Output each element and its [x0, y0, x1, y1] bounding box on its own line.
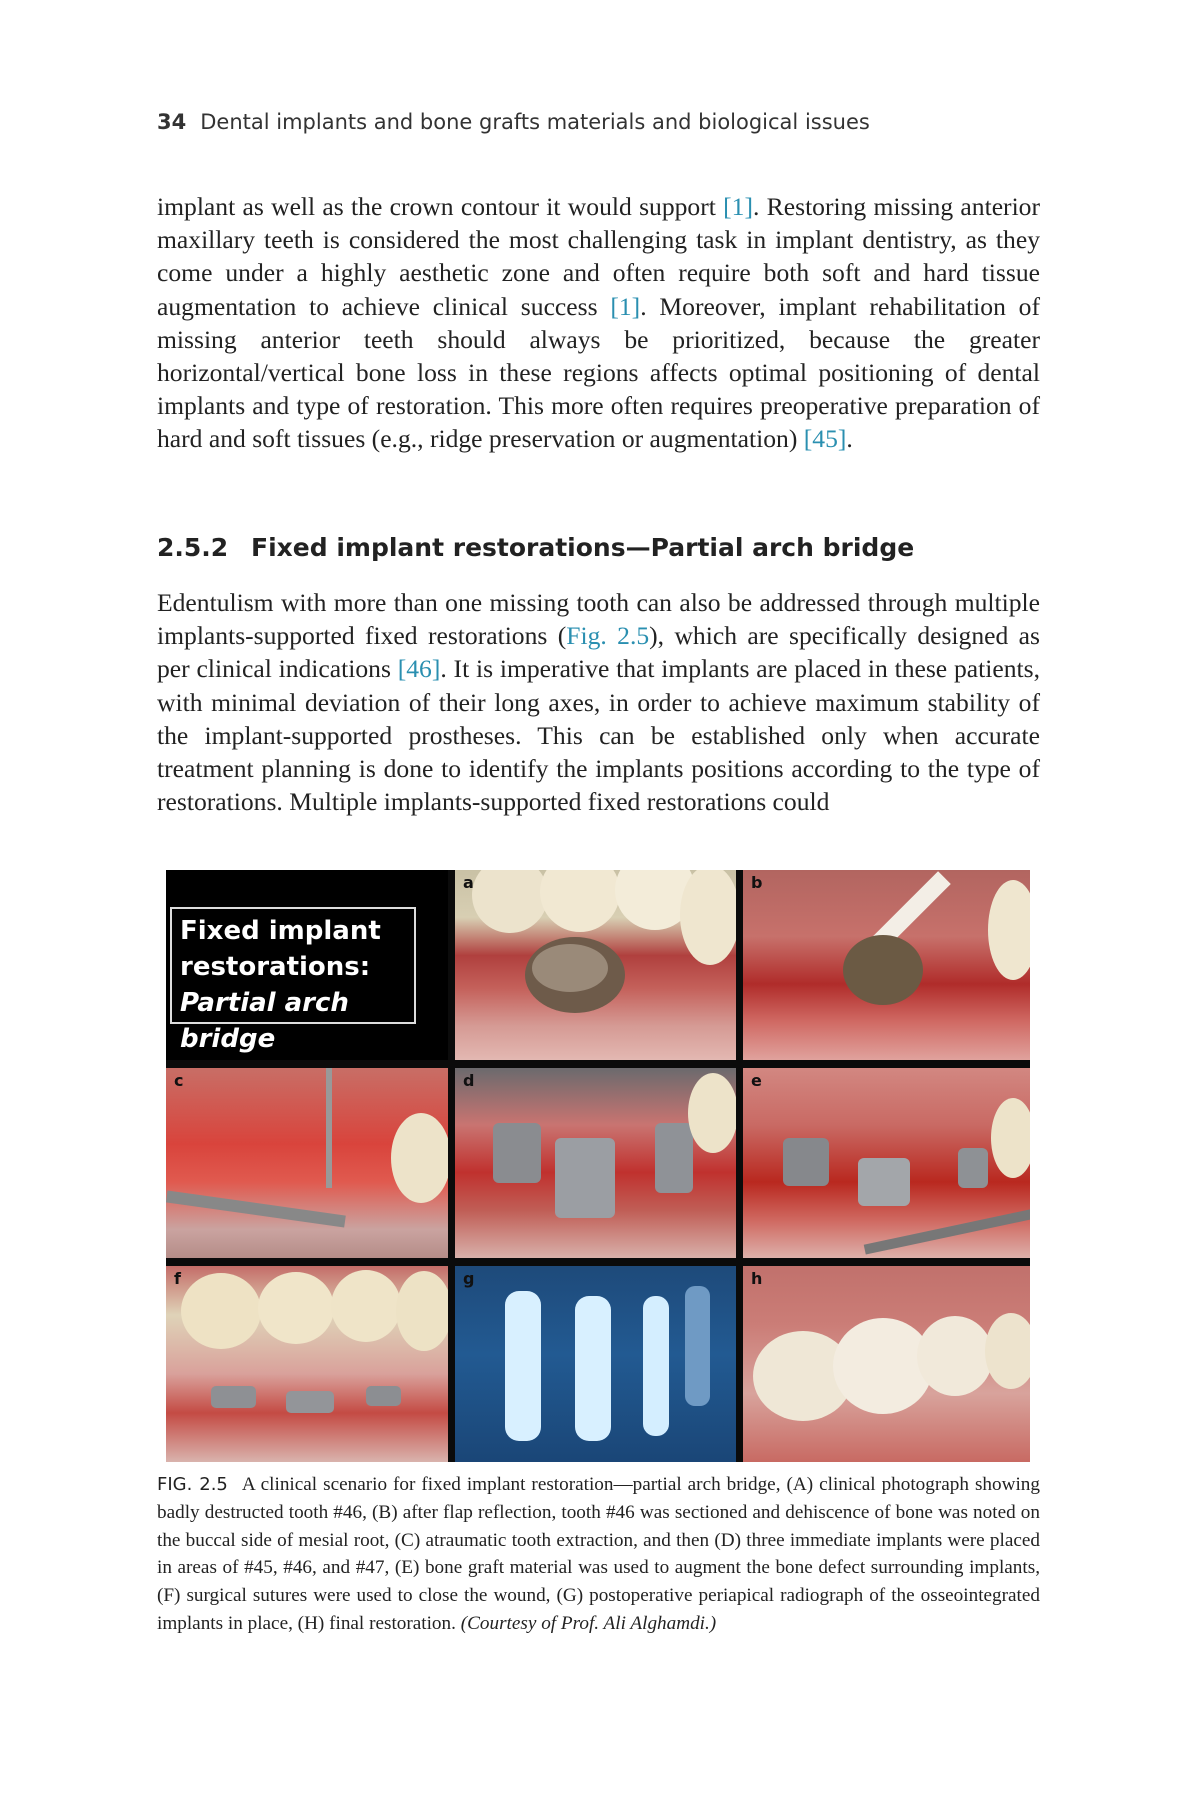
panel-letter: c — [174, 1071, 184, 1090]
figure-link[interactable]: Fig. 2.5 — [566, 621, 650, 651]
implants-photo-d — [455, 1068, 736, 1258]
figure-title-line: Fixed implant — [180, 916, 381, 946]
figure-title-line: restorations: — [180, 952, 371, 982]
paragraph-2 — [157, 586, 1040, 818]
extraction-photo-c — [166, 1068, 448, 1258]
section-title: Fixed implant restorations—Partial arch bridge — [251, 533, 915, 562]
panel-letter: d — [463, 1071, 475, 1090]
figure-title-panel — [166, 870, 448, 1060]
caption-text: A clinical scenario for fixed implant restoration—partial arch bridge, (A) clinical photograph showing badly destructed tooth #46, (B) after flap reflection, tooth #46 was sectioned and dehiscence of bone was noted on the buccal side of mesial root, (C) atraumatic tooth extraction, and then (D) three immediate implants were placed in areas of #45, #46, and #47, (E) bone graft material was used to augment the bone defect surrounding implants, (F) surgical sutures were used to close the wound, (G) postoperative periapical radiograph of the osseointegrated implants in place, (H) final restoration. — [157, 1474, 1040, 1634]
reference-link[interactable]: [1] — [723, 192, 753, 221]
panel-letter: a — [463, 873, 474, 892]
reference-link[interactable]: [1] — [610, 291, 641, 321]
running-header — [157, 110, 870, 134]
text-run: implant as well as the crown contour it would support — [157, 192, 724, 221]
panel-letter: g — [463, 1269, 475, 1288]
text-run: . Restoring missing anterior maxillary teeth is considered the most challenging task in implant dentistry, as they come under a highly aesthetic zone and often require both soft and hard tissue augmentation to achieve clinical success — [157, 192, 1041, 321]
panel-letter: e — [751, 1071, 762, 1090]
final-restoration-photo-h — [743, 1266, 1030, 1462]
text-run: . — [846, 424, 853, 454]
radiograph-image-g — [455, 1266, 736, 1462]
figure-title-line: Partial arch bridge — [180, 988, 349, 1054]
panel-b-photo — [743, 870, 1030, 1060]
panel-letter: f — [174, 1269, 181, 1288]
bone-graft-photo-e — [743, 1068, 1030, 1258]
panel-d-photo — [455, 1068, 736, 1258]
figure-title-box — [170, 907, 416, 1054]
section-heading — [157, 533, 914, 562]
figure-label: FIG. 2.5 — [157, 1474, 228, 1495]
page-number: 34 — [157, 110, 187, 134]
panel-c-photo — [166, 1068, 448, 1258]
tooth-photo-a — [455, 870, 736, 1060]
reference-link[interactable]: [45] — [803, 424, 847, 454]
panel-a-photo — [455, 870, 736, 1060]
panel-h-photo — [743, 1266, 1030, 1462]
text-run: ), which are specifically designed as per clinical indications — [157, 621, 1040, 684]
text-run: Edentulism with more than one missing tooth can also be addressed through multiple implants-supported fixed restorations ( — [157, 588, 1040, 651]
sutures-photo-f — [166, 1266, 448, 1462]
text-run: . Moreover, implant rehabilitation of missing anterior teeth should always be prioritized, because the greater horizontal/vertical bone loss in these regions affects optimal positioning of dental implants and type of restoration. This more often requires preoperative preparation of hard and soft tissues (e.g., ridge preservation or augmentation) — [157, 291, 1040, 454]
paragraph-1 — [157, 190, 1040, 456]
text-run: . It is imperative that implants are placed in these patients, with minimal deviation of their long axes, in order to achieve maximum stability of the implant-supported prostheses. This can be established only when accurate treatment planning is done to identify the implants positions according to the type of restorations. Multiple implants-supported fixed restorations could — [157, 654, 1040, 817]
panel-letter: b — [751, 873, 763, 892]
panel-letter: h — [751, 1269, 763, 1288]
figure-caption — [157, 1471, 1040, 1638]
tooth-photo-b — [743, 870, 1030, 1060]
caption-courtesy: (Courtesy of Prof. Ali Alghamdi.) — [460, 1612, 717, 1634]
panel-e-photo — [743, 1068, 1030, 1258]
reference-link[interactable]: [46] — [397, 654, 441, 684]
panel-f-photo — [166, 1266, 448, 1462]
figure-2-5 — [166, 870, 1030, 1462]
panel-g-radiograph — [455, 1266, 736, 1462]
running-title: Dental implants and bone grafts materials and biological issues — [200, 110, 870, 134]
section-number: 2.5.2 — [157, 533, 229, 562]
